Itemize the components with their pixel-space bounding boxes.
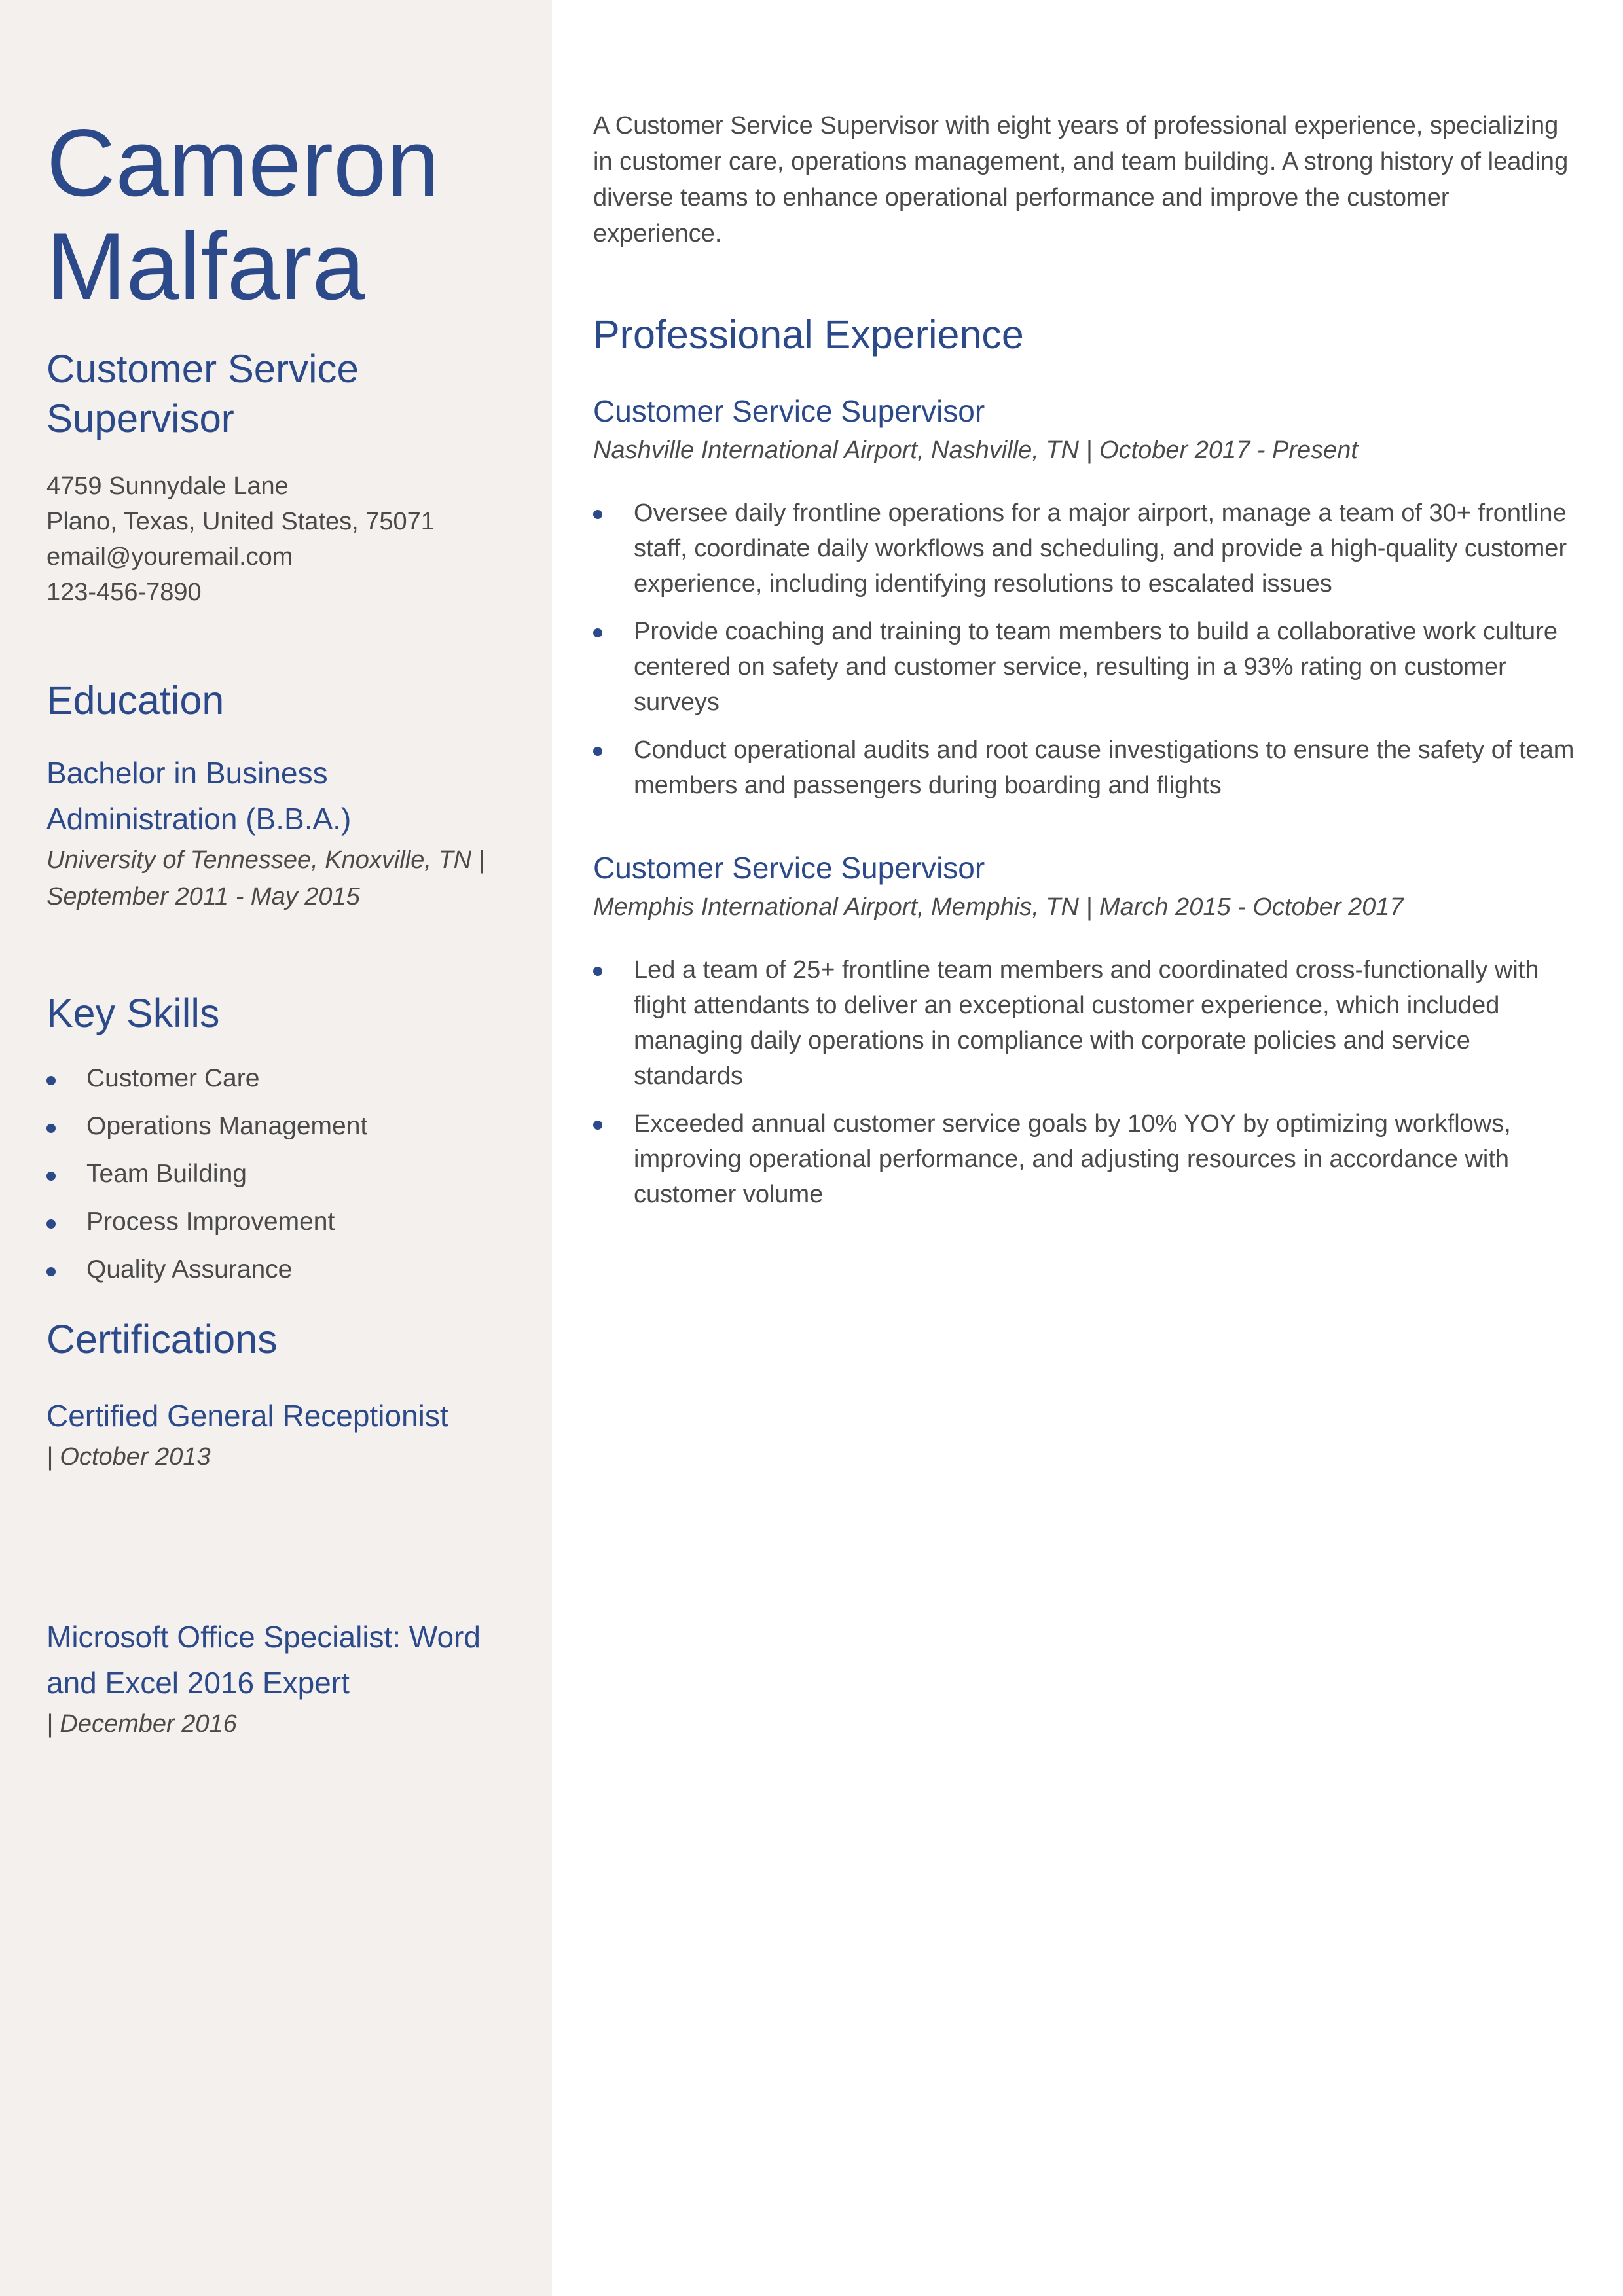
bullet-icon	[46, 1267, 56, 1276]
bullet-text: Conduct operational audits and root cause investigations to ensure the safety of team members and passengers during boarding and flights	[634, 736, 1575, 799]
list-item	[593, 614, 1584, 720]
list-item	[46, 1111, 513, 1142]
job-entry	[593, 848, 1584, 1212]
address: 4759 Sunnydale Lane	[46, 473, 289, 500]
degree-line: Bachelor in Business	[46, 756, 328, 790]
main-content	[552, 0, 1623, 2296]
skills-heading: Key Skills	[46, 991, 220, 1035]
bullet-icon	[593, 967, 602, 976]
summary: A Customer Service Supervisor with eight years of professional experience, specializing in customer care, operations management, and team building. A strong history of leading diverse teams to enhance operational performance and improve the customer experience.	[593, 112, 1569, 247]
first-name: Cameron	[46, 109, 440, 216]
bullet-text: Provide coaching and training to team members to build a collaborative work culture centered on safety and customer service, resulting in a 93% rating on customer surveys	[634, 618, 1558, 716]
candidate-name	[46, 111, 513, 318]
list-item	[46, 1158, 513, 1190]
skill-label: Team Building	[86, 1160, 247, 1188]
certifications-heading: Certifications	[46, 1317, 278, 1361]
experience-heading: Professional Experience	[593, 312, 1024, 357]
bullet-icon	[593, 628, 602, 637]
list-item	[593, 952, 1584, 1094]
phone: 123-456-7890	[46, 579, 202, 606]
list-item	[593, 1106, 1584, 1212]
skill-label: Quality Assurance	[86, 1255, 293, 1283]
school-dates: September 2011 - May 2015	[46, 883, 360, 910]
certification-entry	[46, 1393, 513, 1475]
bullet-text: Oversee daily frontline operations for a major airport, manage a team of 30+ frontline staff, coordinate daily workflows and scheduling, and provide a high-quality customer experience, including identifying resolutions to escalated issues	[634, 499, 1567, 598]
certification-name	[46, 1614, 513, 1706]
contact-info	[46, 469, 513, 610]
skill-label: Operations Management	[86, 1112, 368, 1140]
bullet-icon	[593, 1121, 602, 1130]
bullet-icon	[46, 1219, 56, 1229]
job-entry	[593, 391, 1584, 803]
bullet-icon	[46, 1076, 56, 1085]
certification-name-line: and Excel 2016 Expert	[46, 1666, 350, 1700]
certification-name: Certified General Receptionist	[46, 1399, 448, 1433]
skills-list	[46, 1063, 513, 1285]
job-employer: Nashville International Airport, Nashville, TN | October 2017 - Present	[593, 437, 1358, 464]
list-item	[46, 1063, 513, 1094]
list-item	[46, 1254, 513, 1285]
last-name: Malfara	[46, 213, 365, 319]
education-heading: Education	[46, 678, 225, 723]
city: Plano, Texas, United States, 75071	[46, 508, 435, 535]
job-title-line: Customer Service	[46, 347, 359, 391]
bullet-icon	[593, 510, 602, 519]
sidebar	[0, 0, 552, 2296]
certification-name-line: Microsoft Office Specialist: Word	[46, 1620, 481, 1654]
job-employer: Memphis International Airport, Memphis, TN | March 2015 - October 2017	[593, 893, 1404, 921]
list-item	[593, 495, 1584, 601]
school	[46, 842, 513, 915]
job-role: Customer Service Supervisor	[593, 394, 985, 428]
bullet-icon	[593, 747, 602, 756]
certification-entry	[46, 1614, 513, 1742]
job-title-line: Supervisor	[46, 397, 234, 440]
job-role: Customer Service Supervisor	[593, 851, 985, 885]
bullet-text: Exceeded annual customer service goals by 10% YOY by optimizing workflows, improving operational performance, and adjusting resources in accordance with customer volume	[634, 1110, 1511, 1208]
certification-date: | October 2013	[46, 1443, 211, 1471]
certification-date: | December 2016	[46, 1710, 237, 1738]
skill-label: Customer Care	[86, 1064, 260, 1092]
job-bullets	[593, 952, 1584, 1212]
degree	[46, 750, 513, 842]
job-title	[46, 344, 513, 444]
bullet-text: Led a team of 25+ frontline team members and coordinated cross-functionally with flight attendants to deliver an exceptional customer experience, which included managing daily operations in compliance with corporate policies and service standards	[634, 956, 1539, 1090]
education-entry	[46, 750, 513, 915]
bullet-icon	[46, 1124, 56, 1133]
bullet-icon	[46, 1172, 56, 1181]
degree-line: Administration (B.B.A.)	[46, 802, 352, 836]
job-bullets	[593, 495, 1584, 803]
email: email@youremail.com	[46, 543, 293, 571]
list-item	[46, 1206, 513, 1238]
list-item	[593, 732, 1584, 803]
school-line: University of Tennessee, Knoxville, TN |	[46, 846, 485, 874]
skill-label: Process Improvement	[86, 1208, 335, 1236]
